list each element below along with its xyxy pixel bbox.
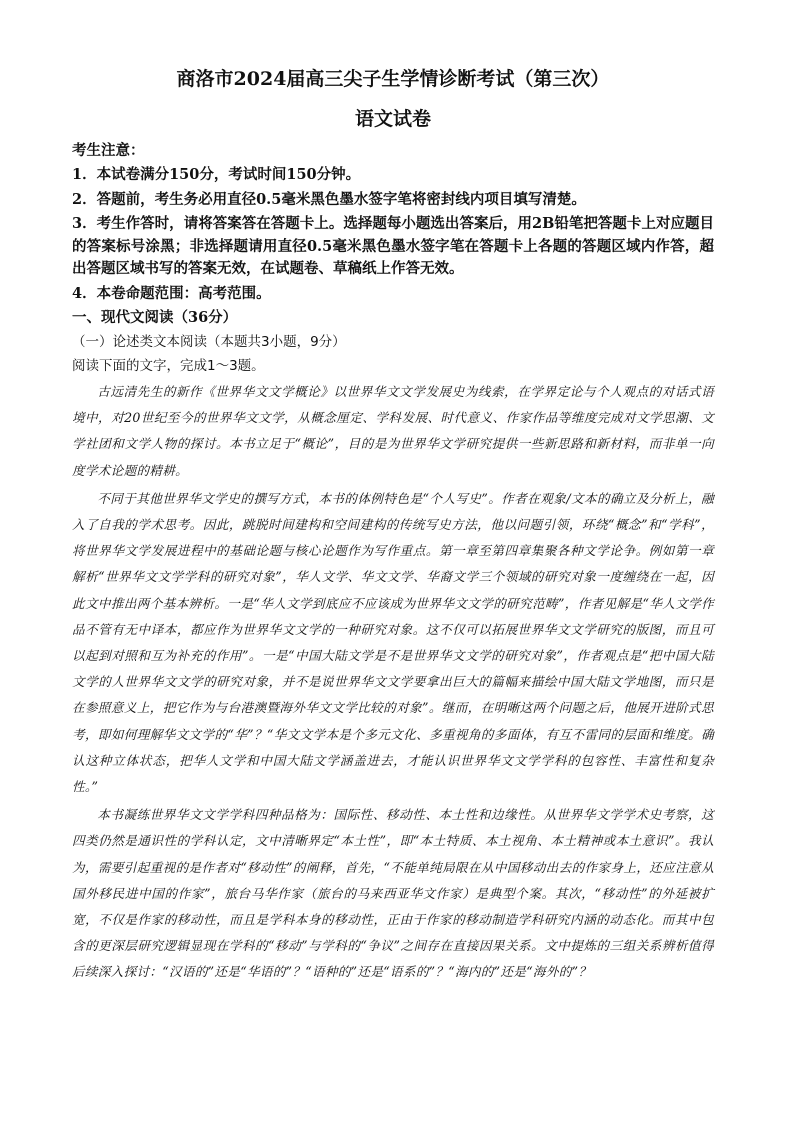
notice-item: 2．答题前，考生务必用直径0.5毫米黑色墨水签字笔将密封线内项目填写清楚。 [72,190,586,208]
passage-paragraph: 不同于其他世界华文学史的撰写方式，本书的体例特色是“个人写史”。作者在观象/文本的确立及分析上，融入了自我的学术思考。因此，跳脱时间建构和空间建构的传统写史方法，他以问题引领，环绕“概念”和“学科”，将世界华文学发展进程中的基础论题与核心论题作为写作重点。第一章至第四章集聚各种文学论争。例如第一章解析“世界华文文学学科的研究对象”，华人文学、华文文学、华裔文学三个领域的研究对象一度缠绕在一起，因此文中推出两个基本辨析。一是“华人文学到底应不应该成为世界华文文学的研究范畴”，作者见解是“华人文学作品不管有无中译本，都应作为世界华文文学的一种研究对象。这不仅可以拓展世界华文文学研究的版图，而且可以起到对照和互为补充的作用”。一是“中国大陆文学是不是世界华文文学的研究对象”，作者观点是“把中国大陆文学的人世界华文文学的研究对象，并不是说世界华文文学要拿出巨大的篇幅来描绘中国大陆文学地图，而只是在参照意义上，把它作为与台港澳暨海外华文文学比较的对象”。继而，在明晰这两个问题之后，他展开进阶式思考，即如何理解华文文学的“华”？“华文文学本是个多元文化、多重视角的多面体，有互不雷同的层面和维度。确认这种立体状态，把华人文学和中国大陆文学涵盖进去，才能认识世界华文文学学科的包容性、丰富性和复杂性。” [72,490,714,795]
section-heading: 一、现代文阅读（36分） [72,309,238,326]
passage-paragraph: 古远清先生的新作《世界华文文学概论》以世界华文文学发展史为线索，在学界定论与个人观点的对话式语境中，对20世纪至今的世界华文文学，从概念厘定、学科发展、时代意义、作家作品等维度完成对文学思潮、文学社团和文学人物的探讨。本书立足于“概论”，目的是为世界华文学研究提供一些新思路和新材料，而非单一向度学术论题的精耕。 [72,384,714,478]
exam-subtitle: 语文试卷 [354,108,431,130]
notice-item: 3．考生作答时，请将答案答在答题卡上。选择题每小题选出答案后，用2B铅笔把答题卡上对应题目的答案标号涂黑；非选择题请用直径0.5毫米黑色墨水签字笔在答题卡上各题的答题区域内作答，超出答题区域书写的答案无效，在试题卷、草稿纸上作答无效。 [72,215,714,277]
notice-item: 4．本卷命题范围：高考范围。 [72,284,271,302]
subsection-heading: （一）论述类文本阅读（本题共3小题，9分） [72,334,346,350]
reading-instruction: 阅读下面的文字，完成1～3题。 [72,358,265,374]
section-reading [72,307,714,986]
notice-heading: 考生注意： [72,142,145,159]
notice-block [72,140,714,305]
notice-item: 1．本试卷满分150分，考试时间150分钟。 [72,166,361,183]
exam-title: 商洛市2024届高三尖子生学情诊断考试（第三次） [176,68,610,90]
passage-paragraph: 本书凝练世界华文文学学科四种品格为：国际性、移动性、本土性和边缘性。从世界华文学学术史考察，这四类仍然是通识性的学科认定，文中清晰界定“本土性”，即“本土特质、本土视角、本土精神或本土意识”。我认为，需要引起重视的是作者对“移动性”的阐释，首先，“不能单纯局限在从中国移动出去的作家身上，还应注意从国外移民进中国的作家”，旅台马华作家（旅台的马来西亚华文作家）是典型个案。其次，“移动性”的外延被扩宽，不仅是作家的移动性，而且是学科本身的移动性，正由于作家的移动制造学科研究内涵的动态化。而其中包含的更深层研究逻辑显现在学科的“移动”与学科的“争议”之间存在直接因果关系。文中提炼的三组关系辨析值得后续深入探讨：“汉语的”还是“华语的”？“语种的”还是“语系的”？“海内的”还是“海外的”？ [72,807,714,980]
